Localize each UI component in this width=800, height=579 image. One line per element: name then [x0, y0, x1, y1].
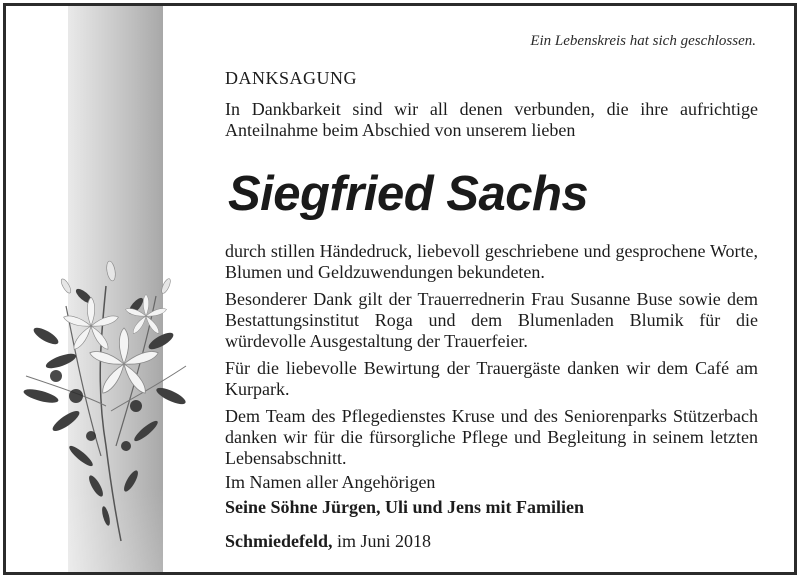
thanks-body	[225, 241, 758, 475]
date: im Juni 2018	[337, 531, 432, 551]
paragraph: Dem Team des Pflegedienstes Kruse und des Seniorenparks Stützerbach danken wir für die fürsorgliche Pflege und Begleitung in seinem letzten Lebensabschnitt.	[225, 406, 758, 468]
intro-text: In Dankbarkeit sind wir all denen verbunden, die ihre aufrichtige Anteilnahme beim Abschied von unserem lieben	[225, 99, 758, 140]
lily-flower-bouquet	[6, 246, 206, 546]
deceased-name: Siegfried Sachs	[228, 167, 589, 221]
closing-line: Im Namen aller Angehörigen	[225, 472, 436, 492]
motto: Ein Lebenskreis hat sich geschlossen.	[530, 33, 756, 49]
paragraph: durch stillen Händedruck, liebevoll geschriebene und gesprochene Worte, Blumen und Geldzuwendungen bekundeten.	[225, 241, 758, 282]
closing	[225, 472, 758, 518]
notice-frame	[3, 3, 797, 575]
place: Schmiedefeld,	[225, 531, 333, 551]
paragraph: Für die liebevolle Bewirtung der Trauergäste danken wir dem Café am Kurpark.	[225, 358, 758, 399]
paragraph: Besonderer Dank gilt der Trauerrednerin Frau Susanne Buse sowie dem Bestattungsinstitut Roga und dem Blumenladen Blumik für die würdevolle Ausgestaltung der Trauerfeier.	[225, 289, 758, 351]
family-signature: Seine Söhne Jürgen, Uli und Jens mit Familien	[225, 497, 585, 517]
place-date	[225, 531, 758, 552]
heading: DANKSAGUNG	[225, 68, 358, 88]
